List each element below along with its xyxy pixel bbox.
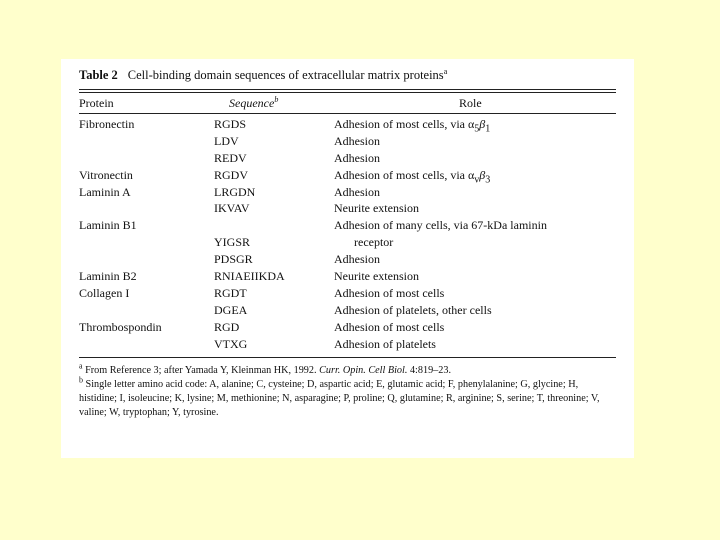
header-row xyxy=(79,93,616,113)
table xyxy=(79,67,616,420)
table-row: Laminin B2 RNIAEIIKDA Neurite extension xyxy=(79,269,419,284)
table-footnotes xyxy=(79,364,616,420)
table-row: Vitronectin RGDV Adhesion of most cells, via $\alpha_v\beta_3$ xyxy=(79,167,491,186)
table-row: Collagen I RGDT Adhesion of most cells xyxy=(79,285,445,300)
header-role: Role xyxy=(459,96,482,110)
top-rule xyxy=(79,89,616,90)
table-title: Cell-binding domain sequences of extracellular matrix proteins xyxy=(127,68,444,82)
table-row: DGEA Adhesion of platelets, other cells xyxy=(214,302,492,317)
table-row: PDSGR Adhesion xyxy=(214,252,380,267)
table-caption xyxy=(79,67,616,83)
table-row: REDV Adhesion xyxy=(214,150,380,165)
table-row: VTXG Adhesion of platelets xyxy=(214,336,436,351)
table-row: YIGSR receptor xyxy=(214,235,394,250)
table-row: Laminin B1 Adhesion of many cells, via 67-kDa laminin xyxy=(79,218,547,233)
table-card xyxy=(61,59,634,458)
table-row: Thrombospondin RGD Adhesion of most cells xyxy=(79,319,445,334)
footnote-b: $^b$ Single letter amino acid code: A, alanine; C, cysteine; D, aspartic acid; E, glutamic acid; F, phenylalanine; G, glycine; H, histidine; I, isoleucine; K, lysine; M, methionine; N, asparagine; P, proline; Q, glutamine; R, arginine; S, serine; T, threonine; V, valine; W, tryptophan; Y, tyrosine. xyxy=(79,376,600,419)
footnote-a: $^a$ From Reference 3; after Yamada Y, Kleinman HK, 1992. Curr. Opin. Cell Biol. 4:819–23. xyxy=(79,362,451,377)
table-row: Laminin A LRGDN Adhesion xyxy=(79,184,380,199)
table-body xyxy=(79,116,616,352)
table-row: IKVAV Neurite extension xyxy=(214,201,419,216)
header-rule xyxy=(79,113,616,114)
header-protein: Protein xyxy=(79,96,114,110)
table-label: Table 2 xyxy=(79,68,118,82)
header-sequence: Sequence$^b$ xyxy=(229,95,279,110)
bottom-rule xyxy=(79,357,616,358)
table-row: LDV Adhesion xyxy=(214,133,380,148)
title-footnote-marker: a xyxy=(443,66,448,76)
table-row: Fibronectin RGDS Adhesion of most cells, via $\alpha_5\beta_1$ xyxy=(79,117,491,135)
